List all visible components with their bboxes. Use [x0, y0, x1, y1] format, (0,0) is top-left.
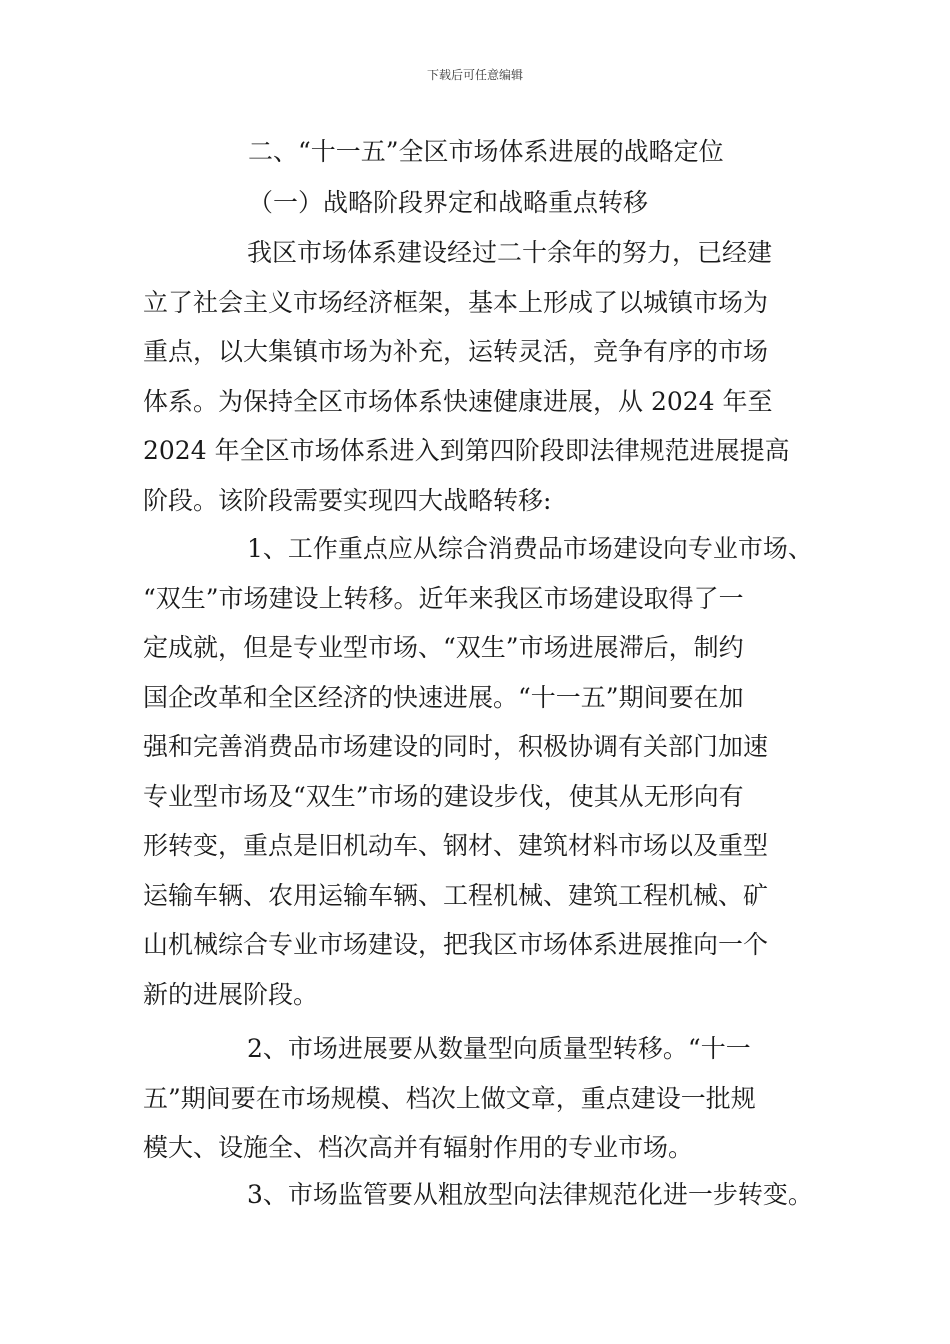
text-line: 国企改革和全区经济的快速进展。“十一五”期间要在加	[143, 682, 744, 712]
text-line: 体系。为保持全区市场体系快速健康进展，从 2024 年至	[143, 386, 773, 416]
text-line: 五”期间要在市场规模、档次上做文章，重点建设一批规	[143, 1083, 756, 1113]
text-line: 2024 年全区市场体系进入到第四阶段即法律规范进展提高	[143, 436, 790, 465]
subsection-heading: （一）战略阶段界定和战略重点转移	[248, 188, 649, 217]
text-line: 立了社会主义市场经济框架，基本上形成了以城镇市场为	[143, 287, 769, 317]
text-line: “双生”市场建设上转移。近年来我区市场建设取得了一	[143, 583, 744, 613]
text-line: 形转变，重点是旧机动车、钢材、建筑材料市场以及重型	[143, 831, 769, 860]
paragraph-strategic-stage	[143, 228, 823, 525]
text-line: 我区市场体系建设经过二十余年的努力，已经建	[247, 238, 773, 267]
text-line: 阶段。该阶段需要实现四大战略转移:	[143, 485, 552, 515]
text-line: 强和完善消费品市场建设的同时，积极协调有关部门加速	[143, 732, 769, 761]
text-line: 运输车辆、农用运输车辆、工程机械、建筑工程机械、矿	[143, 880, 769, 910]
text-line: 山机械综合专业市场建设，把我区市场体系进展推向一个	[143, 930, 769, 959]
text-line: 3、市场监管要从粗放型向法律规范化进一步转变。	[247, 1180, 813, 1209]
text-line: 定成就，但是专业型市场、“双生”市场进展滞后，制约	[143, 633, 744, 662]
section-heading: 二、“十一五”全区市场体系进展的战略定位	[248, 137, 724, 166]
text-line: 重点，以大集镇市场为补充，运转灵活，竞争有序的市场	[143, 337, 769, 366]
text-line: 1、工作重点应从综合消费品市场建设向专业市场、	[247, 534, 813, 563]
paragraph-item-1	[143, 524, 823, 1019]
text-line: 模大、设施全、档次高并有辐射作用的专业市场。	[143, 1133, 694, 1162]
text-line: 专业型市场及“双生”市场的建设步伐，使其从无形向有	[143, 781, 744, 811]
paragraph-item-2	[143, 1024, 823, 1173]
text-line: 2、市场进展要从数量型向质量型转移。“十一	[247, 1034, 751, 1063]
text-line: 新的进展阶段。	[143, 979, 319, 1009]
paragraph-item-3	[143, 1170, 823, 1220]
page-header-note: 下载后可任意编辑	[426, 68, 523, 82]
